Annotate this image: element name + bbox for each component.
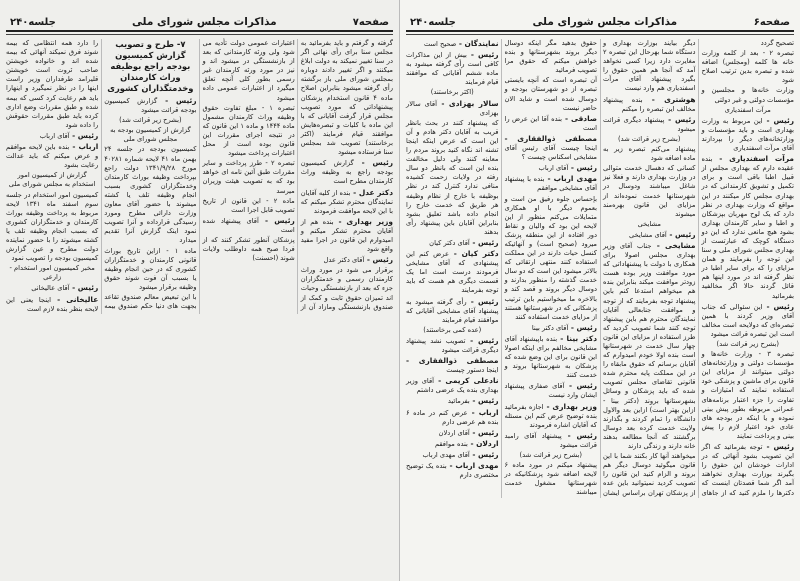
paragraph-text: آقای ارباب [538, 164, 569, 173]
paragraph [6, 191, 98, 264]
paragraph [406, 119, 499, 237]
page-header [6, 10, 393, 32]
speaker-name: رئیس - [157, 96, 197, 105]
speaker-name: رئیس - [666, 229, 696, 239]
paragraph-text: بفرمائید [447, 397, 470, 406]
paragraph [406, 249, 499, 295]
paragraph [406, 439, 499, 449]
paragraph [406, 336, 499, 355]
paragraph-text: آقای پیشنهاد شده است [202, 216, 295, 234]
paragraph [603, 164, 696, 219]
paragraph-text: (بشرح زیر قرائت شد) [119, 116, 182, 125]
paragraph-text: آقای سالار بهزادی [406, 99, 499, 117]
speaker-name: رئیس - [762, 301, 794, 311]
paragraph-text: (اکثر برخاستند) [430, 88, 474, 97]
paragraph [301, 158, 393, 186]
paragraph [505, 163, 598, 173]
speaker-name: ارباب - [467, 407, 499, 417]
paragraph [104, 96, 196, 115]
paragraph-text: اینجا یعنی این لایحه بنظر بنده لازم است [6, 295, 99, 313]
text-columns [6, 39, 393, 314]
page-number: صفحه۷ [352, 17, 389, 28]
speaker-name: رئیس - [466, 50, 499, 60]
paragraph-text: آقای صفاری پیشنهاد ایشان وارد نیست [504, 382, 597, 400]
page-header [406, 10, 794, 32]
paragraph [702, 154, 795, 301]
paragraph [505, 134, 598, 162]
speaker-name: رئیس - [69, 283, 99, 293]
paragraph [406, 376, 499, 395]
header-rule [6, 34, 393, 35]
paragraph [406, 326, 499, 335]
paragraph-text: آقای مهدی ارباب [422, 450, 470, 459]
paragraph [603, 230, 696, 240]
paragraph-text: تبصره ۲ - طرز پرداخت و سایر مقررات طبق آئین نامه ای خواهد بود که به تصویب هیئت وزیران میرسد [202, 159, 295, 195]
speaker-name: مشایخی - [651, 240, 696, 250]
paragraph-text: بنده از کلیه آقایان نمایندگان محترم تشکر میکنم که با این لایحه موافقت فرمودند [300, 188, 393, 215]
paragraph [505, 195, 598, 322]
paragraph [702, 116, 795, 153]
paragraph [406, 238, 499, 248]
page-title: مذاکرات مجلس شورای ملی [131, 16, 277, 28]
paragraph-text: بنده یک توضیح مختصری دارم [406, 462, 499, 480]
paragraph-text: با این تبعیض معالم صندوق تقاعد بجهت های دنیا حکم صندوق بیمه را دارد همه انتظامی که بیمه شوند فرق نمیکند آنهائی که بیمه شده اند و خانواده خویشتن صاحب ثروت است خویشتن قلیرامد طرفداران وزیر راست اینها را در نظر نمیگیرد و اینهارا باید هم رعایت کرد کسی که بیمه شده و طبق مقررات وضع اداری کرده باید طبق مقررات حقوقش را داده شود [6, 39, 197, 311]
paragraph [406, 39, 499, 49]
paragraph-text: (بشرح زیر قرائت شد) [716, 340, 779, 348]
paragraph [104, 116, 196, 125]
paragraph-text: (بشرح زیر قرائت شد) [618, 134, 681, 143]
paragraph-text: کمیسیون امور استخدام در جلسه سوم اسفند ماه ۱۳۴۱ لایحه مربوط به پرداخت وظیفه بوراث کارمندان و خدمتگزاران کشوری که بسبب انجام وظیفه تلف یا کشته میشوند را با حضور نماینده دولت مطرح و عین گزارش کمیسیون بودجه را تصویب نمود [6, 190, 99, 263]
paragraph-text: که پیشنهاد کنند در بحث بانظر قریب به آقایان دکتر هادم و آن این است که عرض اینکه اینجا تشنه اند نگاه کنید بروند مردم را معاینه کنند ولی دلیل مخالفت بنده این است که بانظر دو سال رفته در ولایات زحمت کشیده منافی ندارد کنترل کند در نظر بوظیفه با خارج از نظام وظیفه هر طریق که خدمت خارج را انجام داده باشد تعلیق بشود بنابراین آقایان باین پیشنهاد رأی بدهند [406, 118, 499, 236]
paragraph [301, 255, 393, 265]
paragraph [603, 241, 696, 451]
paragraph [406, 88, 499, 97]
paragraph [406, 297, 499, 325]
paragraph-text: بنده عقیده دارم که بهداری مجلس از قبیل اطبا باقی است و برای تکمیل و تشویق کارمندانی که در بهداری مجلس کار میکنند در این مواقع که وزارت بهداری در نظر دارد که یک لوح مهربان بپزشکان و اطبا و سایر کارمندان بهداری بشود هیچ مانعی ندارد که این دو دستگاه کوچک که عبارتست از بهداری مجلس شورای ملی و سنا این توجه را بفرمایند و همان مزایای را که برای سایر اطبا در نظر گرفته اند در مورد اینها هم قائل گردند حالا اگر مخالفید بفرمائید [701, 155, 794, 300]
speaker-name: رئیس - [466, 296, 499, 306]
paragraph [6, 131, 98, 141]
paragraph-text: (عده کمی برخاستند) [423, 325, 482, 334]
paragraph [505, 323, 598, 333]
paragraph-text: این سئوالی که جناب آقای وزیر کردند با همین تبصره‌ای که دولایحه است مخالف است این تبصره قرائت میشود [701, 302, 794, 338]
paragraph [603, 220, 696, 229]
speaker-name: هوشتری - [642, 94, 696, 104]
paragraph-text: کمیسیون بودجه در جلسه ۲۴ بهمن ماه ۴۱ لایحه شماره ۴۰۲۸۱ مورخ ۱۳۴۱/۹/۲۸ دولت راجع بپرداخت وظیفه بوراث کارمندان وخدمتگزاران کشوری بسبب انجام وظیفه تلف یا کشته میشوند با حضور آقای معاون وزارت دارائی مطرح ومورد رسیدگی قرارداده و آنرا تصویب نمود اینک گزارش آنرا تقدیم میدارد [104, 145, 197, 245]
paragraph [603, 95, 696, 114]
paragraph-text: صحیح است [423, 40, 457, 48]
paragraph [104, 145, 196, 245]
paragraph [603, 135, 696, 144]
paragraph-text: وزارت خانه‌ها و مجلسین و مؤسسات دولتی و غیر دولتی [701, 86, 794, 104]
paragraph-text: پیشنهاد میکنم در مورد ماده ۶ لایحه اضافه شود پزشکانیکه در شهرستانها مشغول خدمت میباشند [504, 461, 597, 497]
paragraph-text: بنده باپیشنهاد آقای مشایخی مخالفم برای اینکه اصولا این قانون برای این وضع شده که پزشکان به شهرستانها بروند و خدمت کنند [504, 334, 597, 380]
paragraph [203, 197, 295, 215]
paragraph-text: آقای عالیخانی [31, 284, 70, 293]
session-number: جلسه۲۴۰ [410, 17, 456, 28]
paragraph-text: بنده موافقم [434, 439, 468, 448]
paragraph [505, 431, 598, 450]
paragraph-text: اینجا دستور چیست [446, 366, 499, 375]
paragraph [505, 461, 598, 497]
paragraph-text: عرض کنم در ماده ۶ بنده هم عرضی دارم [406, 408, 499, 426]
paragraph [505, 334, 598, 380]
paragraph [301, 217, 393, 254]
paragraph-text: توجه بفرمائید که اگر این تصویب بشود آنهائی که در ادارات خودشان این حقوق را بگیرند بوزارت بهداری نخواهند آمد اگر شما قصدتان اینست که دکترها را ملزم کنید که از جاهای دیگر بیایند بوزارت بهداری و دستگاه شما بهرحال این تبصره ۲ مغایرت دارد زیرا کسی نخواهد آمد که آنجا هم همین حقوق را بگیرد پیشنهاد آقای مرآت اسفندیاری هم وارد نیست [603, 39, 794, 497]
paragraph-text: گرفته و گرفتم و باید بفرمائید به مجلس سنا برای رأی نهائی اگر در سنا تغییر نمیکند به دولت ابلاغ میکنند و اگر تغییر دادند دوباره بمجلس شورای ملی باز برگشته رأی گرفته میشود بنابراین اصلاح ماده ۴ قانون استخدام پزشکان پیشنهاداتی که مورد تصویب مجلس قرار گرفت آقایانی که با این ماده با کلیات و تبصره‌هایش موافقند قیام فرمایند (اکثر برخاستند) تصویب شد بمجلس سنا فرستاده میشود [300, 39, 393, 157]
paragraph-text: آقای اردلان [438, 428, 470, 437]
speaker-name: دکتر کیان - [448, 249, 499, 259]
speaker-name: رئیس - [258, 215, 295, 225]
paragraph-text: گزارش از کمیسیون بودجه به مجلس شورای ملی [110, 126, 191, 144]
paragraph-text: مشایخی [637, 219, 661, 228]
speaker-name: اردلان - [467, 438, 499, 448]
paragraph [603, 145, 696, 163]
paragraph-text: بیش از این مذاکرات کافی است رأی گرفته میشود به ماده ششم آقایانی که موافقند قیام فرمایند [406, 51, 499, 87]
paragraph-text: میخواهند آنها کار بکنند شما با این قانون میگوئید دوسال دیگر هم بروند و الزام کنید این قانون را تصویب کردید نمیتوانید باین عده از پزشکان تهران براساس ایشان حقوق بدهید مگر اینکه دوسال دیگر بروند بشهرستانها و بنده خواهش میکنم که حقوق مرا تصویب فرمائید [504, 39, 696, 497]
paragraph-text: بنده باین لایحه موافقم و عرض میکنم که باید عدالت رعایت بشود [6, 143, 99, 170]
paragraph [505, 402, 598, 430]
right-page [400, 0, 800, 581]
speaker-name: رئیس - [564, 381, 597, 391]
paragraph-text: گزارش کمیسیون بودجه قرائت میشود [104, 97, 197, 115]
speaker-name: رئیس - [69, 130, 99, 140]
paragraph [6, 295, 98, 314]
paragraph [6, 283, 98, 293]
paragraph-text: برقرار می شود در مورد وراث کارمندان رسمی و خدمتگزاران جزء که بعد از بازنشستگی وحیات اند تمیزان حقوق ثابت و کمک از صندوق بازنشستگی ومازاد آن از اعتبارات عمومی دولت تأدیه می شود ولی ورثه کارمندانی که بعد از بازنشستگی در میشود اند و نیز در مورد ورثه کارمندان غیر رسمی بطور کلی آنچه تعلق میگیرد از اعتبارات عمومی داده میشود [202, 39, 393, 311]
page-title: مذاکرات مجلس شورای ملی [532, 16, 678, 28]
paragraph-text: تبصره ۱ - مبلغ تفاوت حقوق وظیفه وراث کارمندان مشمول ماده ۱۴۴۴ و ماده ۱ این قانون که در نتیجه اجرای مقررات این قانون بوده است از محل اعتبارات پرداخت میشود [202, 103, 295, 158]
speaker-name: سالار بهزادی - [437, 98, 499, 108]
speaker-name: رئیس - [469, 427, 499, 437]
session-number: جلسه۲۴۰ [10, 17, 56, 28]
speaker-name: صادقی - [562, 113, 597, 123]
paragraph-text: کسانی که دهسال خدمت متوالی در وزارت بهداری دارند و فعلا نیز شاغل میباشند ودوسال در شهرستانها خدمت نموده‌اند از مزایای این قانون بهره‌مند میشوند [603, 164, 696, 218]
paragraph-text: تصویب نشد پیشنهاد دیگری قرائت میشود [406, 336, 499, 354]
paragraph [505, 451, 598, 460]
paragraph-text: آقای ارباب [39, 131, 70, 140]
paragraph-text: آقای دکتر کیان [429, 238, 470, 247]
paragraph [702, 49, 795, 85]
paragraph-text: بإحساس جلوه رفیق من است و بعموم دیگر با او همکاری متمایلات می‌کنم منظور از این لایحه این بود که والیان و نقاط دور افتاده از این منطقه پزشک میرود (صحیح است) و آنهائیکه کنسل حیات دارند در این مملکت استفاده کنند منتهی ارتقائی که بالاتر میشود این است که دو سال خدمت گذشته را منظور بدارند و دوسال دیگر بروند و قصد کند و بالاخره ما میخواستیم باین ترتیب پزشکانی که در شهرستانها هستند از مزایای خدمت استفاده کنند [504, 194, 597, 321]
speaker-name: دکتر بینا - [557, 333, 598, 343]
speaker-name: رئیس - [762, 115, 794, 125]
paragraph-text: این مربوط به وزارت بهداری است و باید مؤسسات و وزارتخانه‌های دیگر را بپردازند آقای مرآت اسفندیاری [701, 116, 794, 153]
paragraph-text: (بشرح زیر قرائت شد) [519, 451, 582, 460]
text-columns [406, 39, 794, 498]
paragraph-text: بنده آقا این عرض را است [504, 114, 597, 132]
paragraph [505, 174, 598, 193]
paragraph [301, 188, 393, 216]
paragraph [702, 39, 795, 48]
paragraph [301, 39, 393, 157]
paragraph [406, 428, 499, 438]
paragraph-text: گزارش کمیسیون بودجه راجع به وظیفه وراث کارمندان مطرح است [300, 159, 393, 186]
paragraph [505, 76, 598, 112]
paragraph-text: آقای وزیر بهداری بنده یک عرضی داشتم [406, 377, 499, 395]
paragraph-text: بنده هم از آقایان محترم تشکر میکنم و امیدوارم این قانون در اجرا مفید واقع شود [300, 217, 393, 254]
paragraph [406, 408, 499, 427]
paragraph-text: آقای دکتر عدل [323, 256, 365, 265]
speaker-name: رئیس - [762, 442, 794, 452]
speaker-name: عالیخانی - [50, 294, 99, 304]
paragraph-text: پیشنهاد دیگری قرائت میشود [603, 115, 696, 133]
paragraph-text: ماده ۲ - این قانون از تاریخ تصویب قابل اجرا است [202, 196, 295, 214]
speaker-name: رئیس - [465, 335, 499, 345]
speaker-name: وزیر بهداری - [333, 216, 393, 226]
paragraph-text: گزارش از کمیسیون امور استخدام به مجلس شورای ملی [8, 171, 96, 189]
paragraph [6, 264, 98, 282]
paragraph-text: عرض کنم این پیشنهادی که آقای مشایخی فرمودند درست است اما یک قسمت دیگری هم هست که باید توجه بفرمایند [406, 250, 499, 295]
paragraph-text: مخبر کمیسیون امور استخدام - زارعی [9, 264, 95, 282]
paragraph-text: آقای دکتر بینا [531, 323, 569, 332]
speaker-name: رئیس - [568, 163, 597, 173]
speaker-name: مرآت اسفندیاری - [712, 154, 794, 164]
speaker-name: رئیس - [568, 322, 597, 332]
section-heading: ۷- طرح و تصویب گزارش کمیسیون بودجه راجع بوظیفه وراث کارمندان وخدمتگذاران کشوری [107, 39, 194, 93]
paragraph [702, 86, 795, 104]
speaker-name: رئیس - [561, 430, 597, 440]
speaker-name: دکتر عدل - [350, 187, 393, 197]
paragraph [406, 461, 499, 480]
header-rule [406, 34, 794, 35]
speaker-name: رئیس - [469, 396, 499, 406]
paragraph-text: تبصره ۲ - بعد از کلمه وزارت خانه ها کلمه (ومجلس) اضافه شده و تبصره بدین ترتیب اصلاح شود [701, 49, 795, 85]
paragraph [203, 104, 295, 159]
paragraph [104, 126, 196, 144]
paragraph [505, 114, 598, 133]
speaker-name: نمایندگان - [456, 39, 499, 48]
speaker-name: رئیس - [469, 237, 499, 247]
paragraph-text: رأی گرفته میشود به پیشنهاد آقای مشایخی آقایانی که موافقند قیام فرمایند [406, 297, 499, 324]
paragraph [203, 236, 295, 263]
paragraph-text: اجازه بفرمائید بنده توضیح عرض کنم این مسئله که آقایان اشاره فرمودند [504, 402, 597, 429]
paragraph-text: بنده پیشنهاد مخالف این تبصره را میکنم [603, 95, 696, 113]
paragraph [6, 142, 98, 170]
paragraph-text: پزشکان آنطور تشکر کنند که از فردا صبح همه داوطلب ولایات شوند (احسنت) [202, 235, 295, 263]
paragraph [6, 171, 98, 189]
paragraph [406, 99, 499, 118]
paragraph-text: جناب آقای وزیر بهداری مجلس اصولا برای همکاری با دولت با پیشنهاداتی که مورد موافقت وزیر بوده هست زودتر موافقت میکند بنابراین بنده هم میخواهم استدعا کنم باین پیشنهاد توجه بفرمایند که از توجه و موافقت جنابعالی آقایان نمایندگان محترم هم باین پیشنهاد توجه کنند شما تصویب کردید که طرز استفاده از مزایای این قانون چهار سال خدمت در شهرستانها است بنده اولا خودم امیدوارم که آقایان برسانم که حقوق مابقاء را در این مملکت پایه محترم شده قانونی تقاضای مجلس تصویب شده که باید پزشکان و وسائل بشهرستانها بروند (دکتر بینا - ازاین بهتر است) ازاین بعد والاول دانشگاه را تمام کردند و بگذارند ولایت خدمت کرده بعد دوسال برگشتند که آنجا مطالعه بدهند خانه دارند و زندگی دارند [603, 241, 696, 451]
page-number: صفحه۶ [753, 17, 790, 28]
speaker-name: مهدی ارباب - [446, 461, 499, 471]
paragraph [603, 115, 696, 134]
paragraph-text: مرآت اسفندیاری [724, 105, 771, 114]
paragraph [203, 216, 295, 235]
speaker-name: نادعلی کریمی - [434, 376, 499, 386]
paragraph-text: ماده ۱ - ازاین تاریخ بوراث قانونی کارمندان و خدمتگزاران کشوری که در حین انجام وظیفه یا بسبب آن فوت شوند حقوق وظیفه برقرار میشود [104, 246, 197, 291]
paragraph [406, 396, 499, 406]
paragraph [505, 381, 598, 400]
paragraph-text: آقای مشایخی [628, 230, 667, 239]
speaker-name: وزیر بهداری - [543, 401, 597, 411]
speaker-name: رئیس - [353, 158, 393, 168]
paragraph [104, 247, 196, 292]
speaker-name: رئیس - [364, 255, 393, 265]
paragraph-text: تصحیح گردد [760, 39, 794, 47]
speaker-name: مصطفی ذوالفقاری - [504, 133, 597, 143]
paragraph [702, 340, 795, 349]
paragraph [406, 356, 499, 375]
paragraph [406, 50, 499, 87]
paragraph-text: پیشنهاد آقای رامبد قرائت میشود [504, 431, 597, 449]
paragraph [406, 450, 499, 460]
paragraph-text: تبصره ۳ - وزارت خانه‌ها و مؤسسات دولتی و وزارتخانه‌های دولتی میتوانند از مزایای این قانون برای ماشین و پزشکی خود استفاده نمایند که امتیازات و تفاوت را جزء اعتبار برنامه‌های عمرانی مربوطه بطور پیش بینی نموده و یا اینکه در بودجه های عادی خود اعتبار لازم را پیش بینی و پرداخت نمایند [701, 350, 795, 440]
speaker-name: رئیس - [664, 114, 696, 124]
paragraph [702, 350, 795, 441]
paragraph [702, 302, 795, 339]
speaker-name: رئیس - [469, 449, 499, 459]
paragraph-text: آن تبصره است که آنچه بایستی تبصره از دو شهرستان بودجه و دوسال شده است و شاید الان حاضر نیست [504, 76, 597, 112]
paragraph-text: پیشنهاد می‌کنم تبصره زیر به ماده اضافه شود [603, 145, 696, 163]
paragraph-text: بنده با پیشنهاد آقای مشایخی موافقم [504, 175, 597, 193]
speaker-name: مهدی ارباب - [544, 174, 597, 184]
speaker-name: ارباب - [69, 142, 99, 152]
paragraph [702, 106, 795, 115]
paragraph-text: اینجا چیست آقای رئیس آقای مشایخی اسکناس چیست ؟ [504, 144, 597, 162]
speaker-name: مصطفی ذوالفقاری - [406, 356, 499, 366]
paragraph [203, 159, 295, 195]
